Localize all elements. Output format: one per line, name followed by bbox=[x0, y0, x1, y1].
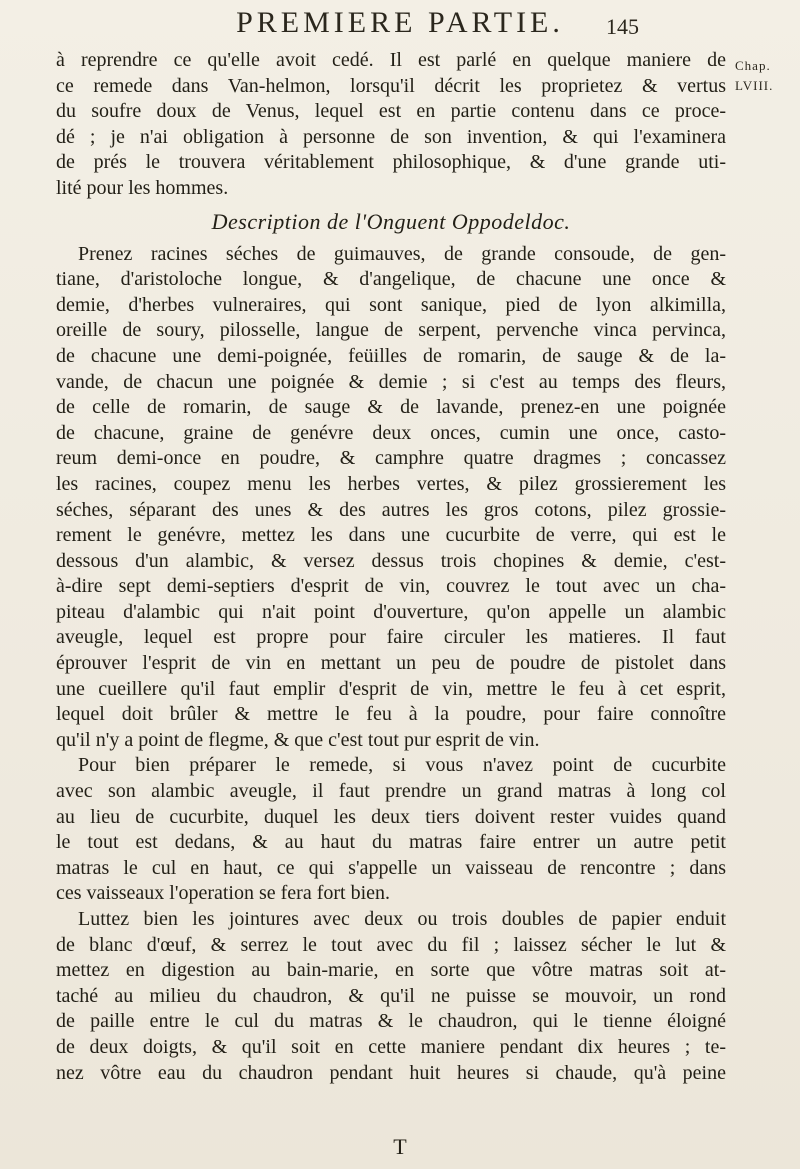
text-line: Luttez bien les jointures avec deux ou trois doubles de papier enduit bbox=[78, 908, 726, 930]
text-line: de chacune une demi-poignée, feüilles de romarin, de sauge & de la- bbox=[56, 344, 726, 367]
margin-note-line: LVIII. bbox=[735, 78, 774, 93]
text-line: ces vaisseaux l'operation se fera fort bien. bbox=[56, 882, 391, 905]
text-line: à reprendre ce qu'elle avoit cedé. Il est parlé en quelque maniere de bbox=[56, 49, 726, 71]
text-line: une cueillere qu'il faut emplir d'esprit de vin, mettre le feu à cet esprit, bbox=[56, 677, 726, 700]
text-line: vande, de chacun une poignée & demie ; si c'est au temps des fleurs, bbox=[56, 370, 726, 393]
signature-mark: T bbox=[393, 1134, 407, 1159]
paragraph-recipe bbox=[56, 242, 726, 754]
text-line: reum demi-once en poudre, & camphre quatre dragmes ; concassez bbox=[56, 447, 726, 470]
text-line: du soufre doux de Venus, lequel est en partie contenu dans ce proce- bbox=[56, 100, 726, 123]
text-line: séches, séparant des unes & des autres les gros cotons, pilez grossie- bbox=[56, 498, 726, 521]
text-line: Pour bien préparer le remede, si vous n'avez point de cucurbite bbox=[78, 754, 726, 777]
text-line: rement le genévre, mettez les dans une cucurbite de verre, qui est le bbox=[56, 524, 726, 547]
text-line: qu'il n'y a point de flegme, & que c'est tout pur esprit de vin. bbox=[56, 728, 540, 751]
text-line: de prés le trouvera véritablement philosophique, & d'une grande uti- bbox=[56, 151, 726, 174]
paragraph-preparation bbox=[56, 753, 726, 907]
text-line: tiane, d'aristoloche longue, & d'angelique, de chacune une once & bbox=[56, 268, 726, 291]
text-line: à-dire sept demi-septiers d'esprit de vin, couvrez le tout avec un cha- bbox=[56, 575, 726, 598]
text-line: de deux doigts, & qu'il soit en cette maniere pendant dix heures ; te- bbox=[56, 1035, 726, 1058]
text-line: de celle de romarin, de sauge & de lavande, prenez-en une poignée bbox=[56, 396, 726, 419]
text-line: nez vôtre eau du chaudron pendant huit heures si chaude, qu'à peine bbox=[56, 1061, 726, 1084]
text-line: oreille de soury, pilosselle, langue de serpent, pervenche vinca pervinca, bbox=[56, 319, 726, 342]
text-line: de chacune, graine de genévre deux onces, cumin une once, casto- bbox=[56, 421, 726, 444]
text-line: matras le cul en haut, ce qui s'appelle un vaisseau de rencontre ; dans bbox=[56, 856, 726, 879]
body-text bbox=[56, 48, 726, 1086]
text-line: ce remede dans Van-helmon, lorsqu'il décrit les proprietez & vertus bbox=[56, 74, 726, 97]
text-line: dessous d'un alambic, & versez dessus trois chopines & demie, c'est- bbox=[56, 549, 726, 572]
margin-note-line: Chap. bbox=[735, 58, 771, 73]
section-heading: Description de l'Onguent Oppodeldoc. bbox=[211, 208, 571, 234]
text-line: mettez en digestion au bain-marie, en sorte que vôtre matras soit at- bbox=[56, 959, 726, 982]
text-line: le tout est dedans, & au haut du matras faire entrer un autre petit bbox=[56, 831, 726, 854]
running-head bbox=[0, 6, 800, 46]
paragraph-luting bbox=[56, 907, 726, 1086]
text-line: taché au milieu du chaudron, & qu'il ne puisse se mouvoir, un rond bbox=[56, 984, 726, 1007]
page-number: 145 bbox=[606, 14, 639, 39]
text-line: dé ; je n'ai obligation à personne de son invention, & qui l'examinera bbox=[56, 125, 726, 148]
text-line: éprouver l'esprit de vin en mettant un peu de poudre de pistolet dans bbox=[56, 652, 726, 675]
text-line: Prenez racines séches de guimauves, de grande consoude, de gen- bbox=[78, 242, 726, 265]
text-line: au lieu de cucurbite, duquel les deux tiers doivent rester vuides quand bbox=[56, 805, 726, 828]
running-title: PREMIERE PARTIE. bbox=[236, 6, 564, 39]
text-line: piteau d'alambic qui n'ait point d'ouverture, qu'on appelle un alambic bbox=[56, 600, 726, 623]
margin-chapter-note bbox=[735, 56, 797, 96]
text-line: de blanc d'œuf, & serrez le tout avec du fil ; laissez sécher le lut & bbox=[56, 933, 726, 956]
text-line: avec son alambic aveugle, il faut prendre un grand matras à long col bbox=[56, 780, 726, 803]
text-line: aveugle, lequel est propre pour faire circuler les matieres. Il faut bbox=[56, 626, 726, 649]
text-line: de paille entre le cul du matras & le chaudron, qui le tienne éloigné bbox=[56, 1010, 726, 1033]
paragraph-intro bbox=[56, 48, 726, 202]
text-line: lequel doit brûler & mettre le feu à la poudre, pour faire connoître bbox=[56, 703, 726, 726]
text-line: demie, d'herbes vulneraires, qui sont sanique, pied de lyon alkimilla, bbox=[56, 293, 726, 316]
text-line: les racines, coupez menu les herbes vertes, & pilez grossierement les bbox=[56, 472, 726, 495]
text-line: lité pour les hommes. bbox=[56, 176, 229, 199]
